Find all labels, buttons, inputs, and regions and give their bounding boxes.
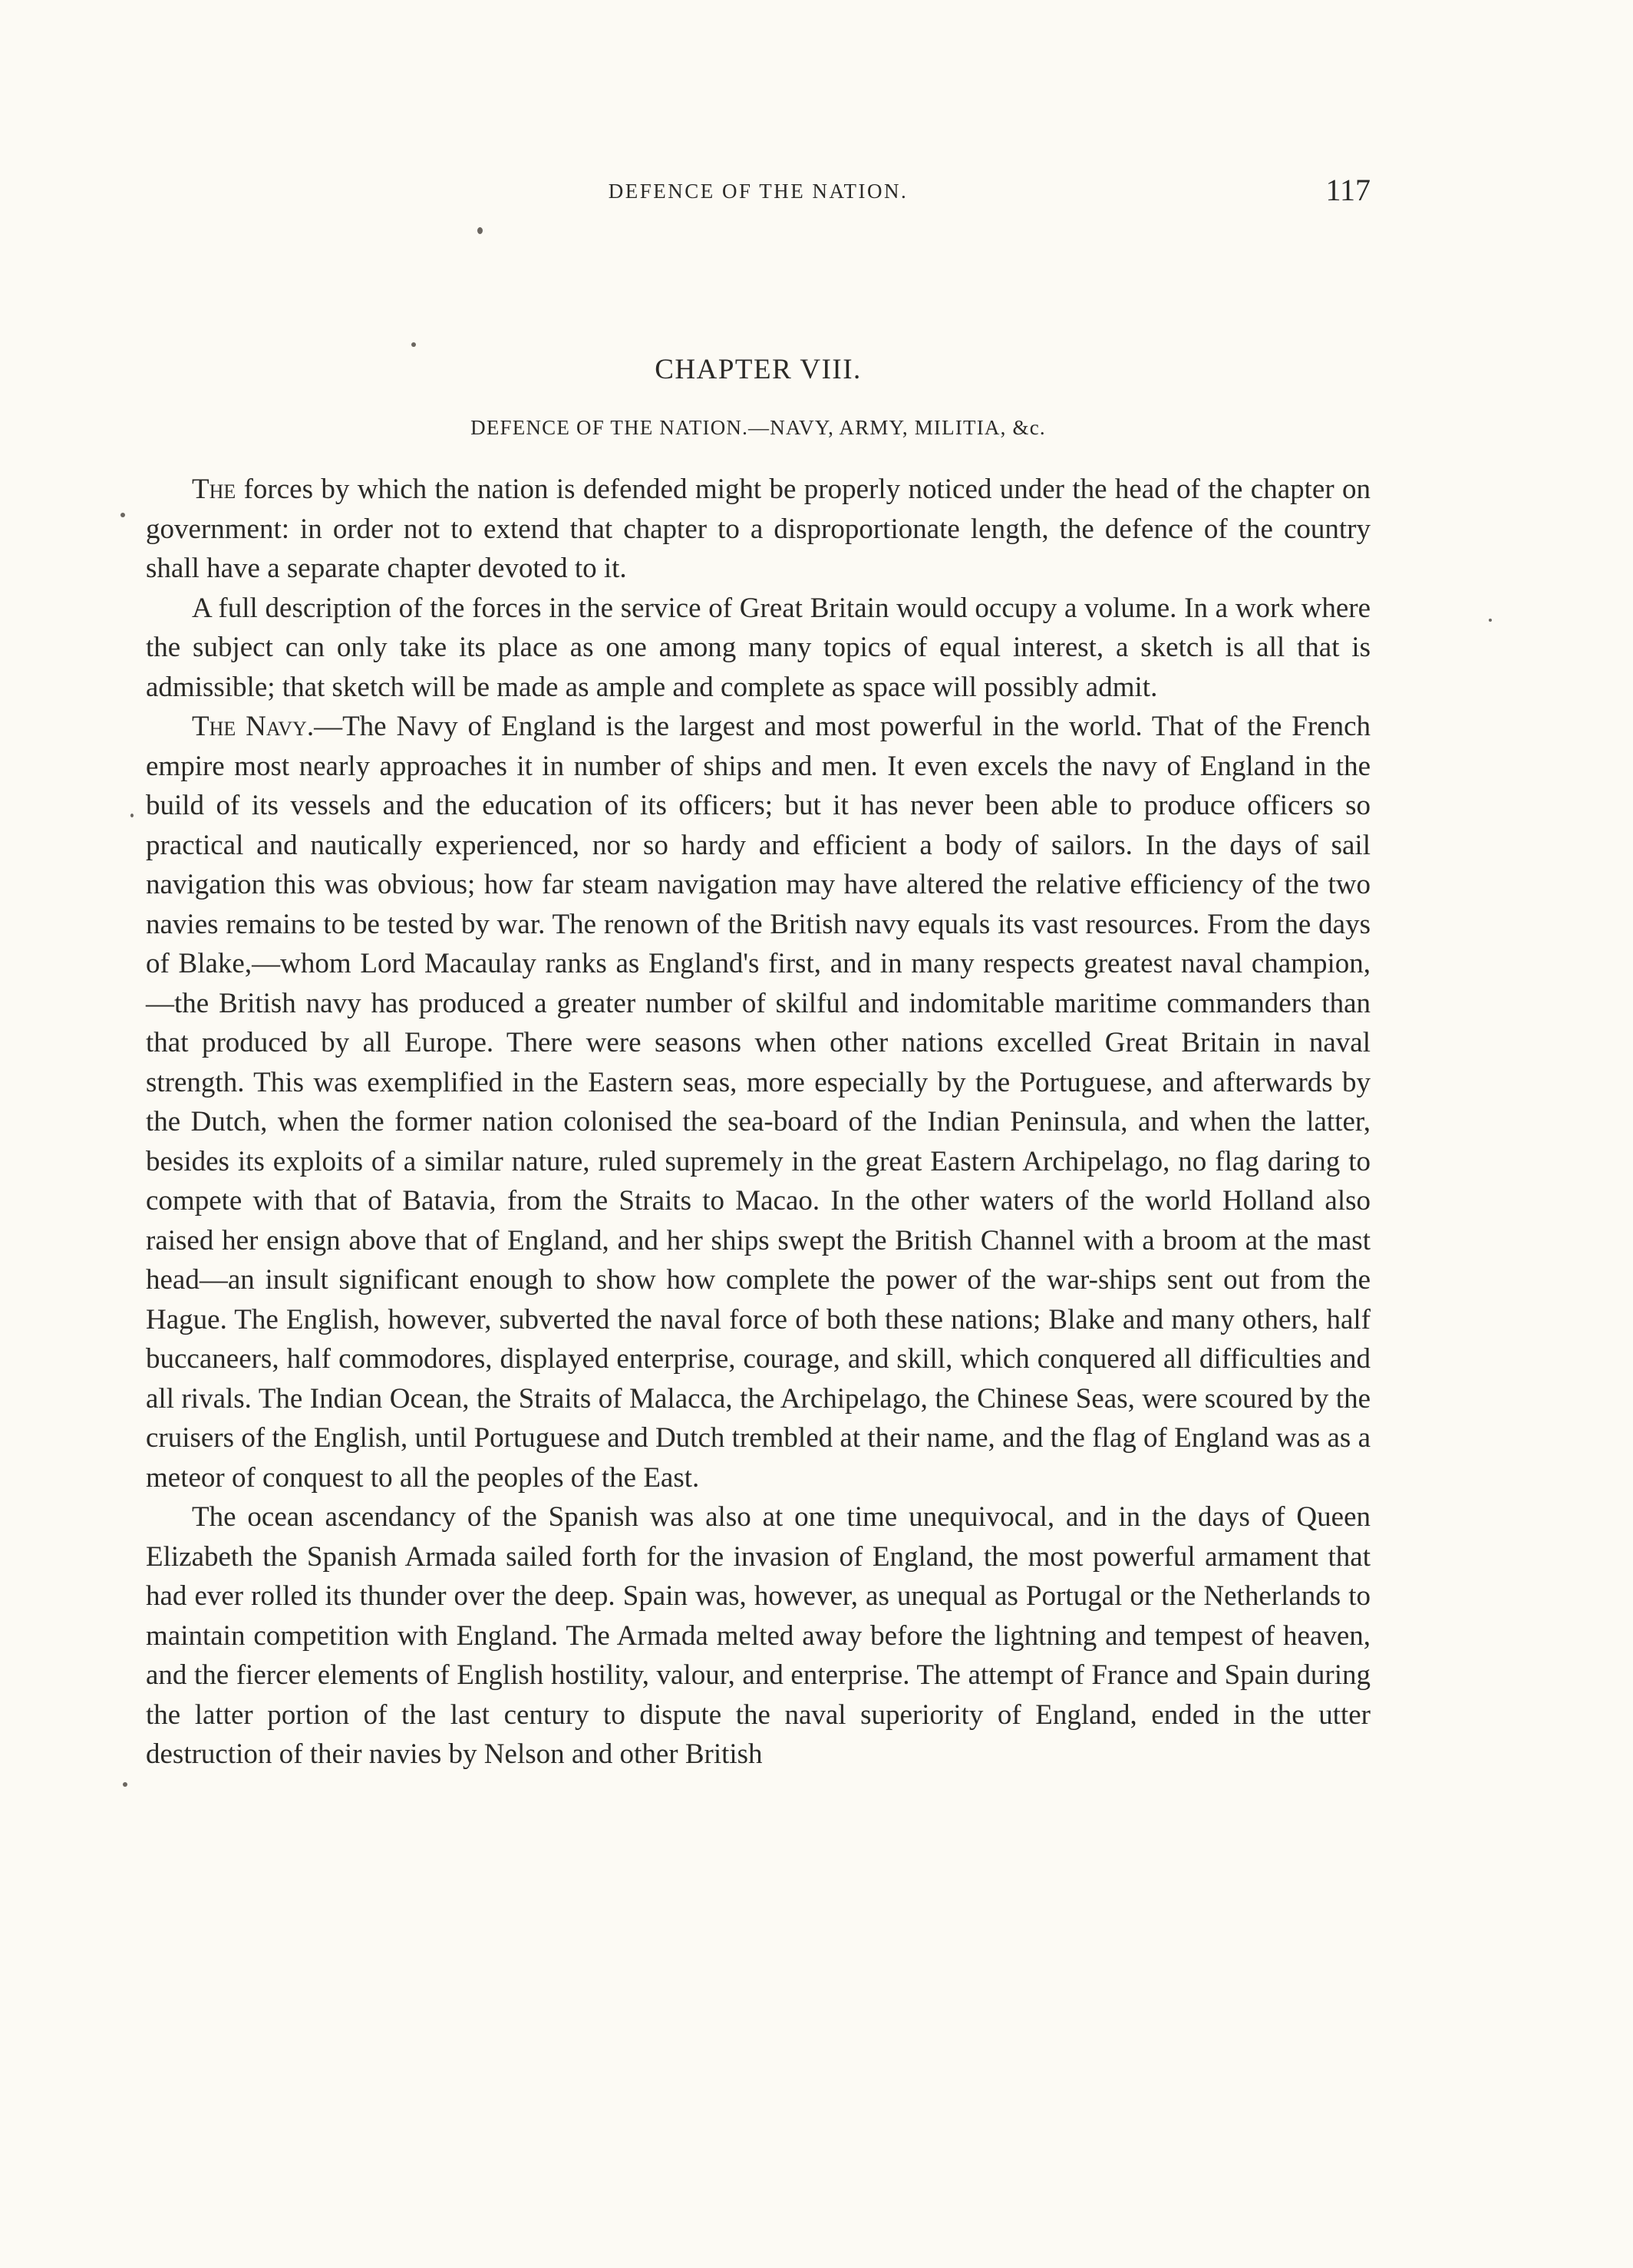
paragraph	[146, 1497, 1371, 1774]
paragraph-text: A full description of the forces in the service of Great Britain would occupy a volume. In a work where the subject can only take its place as one among many topics of equal interest, a sketch is all that is admissible; that sketch will be made as ample and complete as space will possibly admit.	[146, 592, 1371, 703]
running-head	[146, 172, 1371, 210]
print-speck	[1489, 619, 1492, 622]
paragraph	[146, 470, 1371, 589]
page-number: 117	[1325, 173, 1371, 207]
paragraph	[146, 707, 1371, 1497]
print-speck	[130, 814, 134, 817]
print-speck	[411, 342, 416, 347]
print-speck	[477, 227, 483, 234]
paragraph-text: The ocean ascendancy of the Spanish was also at one time unequivocal, and in the days of Queen Elizabeth the Spanish Armada sailed forth for the invasion of England, the most powerful armament that had ever rolled its thunder over the deep. Spain was, however, as unequal as Portugal or the Netherlands to maintain competition with England. The Armada melted away before the lightning and tempest of heaven, and the fiercer elements of English hostility, valour, and enterprise. The attempt of France and Spain during the latter portion of the last century to dispute the naval superiority of England, ended in the utter destruction of their navies by Nelson and other British	[146, 1501, 1371, 1770]
body-text	[146, 470, 1371, 1774]
paragraph	[146, 589, 1371, 708]
running-head-title: DEFENCE OF THE NATION.	[608, 180, 909, 203]
paragraph-lead: The	[192, 474, 236, 505]
section-lead-the-navy: The Navy.	[192, 711, 315, 742]
paragraph-text: —The Navy of England is the largest and most powerful in the world. That of the French empire most nearly approaches it in number of ships and men. It even excels the navy of England in the build of its vessels and the education of its officers; but it has never been able to produce officers so practical and nautically experienced, nor so hardy and efficient a body of sailors. In the days of sail navigation this was obvious; how far steam navigation may have altered the relative efficiency of the two navies remains to be tested by war. The renown of the British navy equals its vast resources. From the days of Blake,—whom Lord Macaulay ranks as England's first, and in many respects greatest naval champion,—the British navy has produced a greater number of skilful and indomitable maritime commanders than that produced by all Europe. There were seasons when other nations excelled Great Britain in naval strength. This was exemplified in the Eastern seas, more especially by the Portuguese, and afterwards by the Dutch, when the former nation colonised the sea-board of the Indian Peninsula, and when the latter, besides its exploits of a similar nature, ruled supremely in the great Eastern Archipelago, no flag daring to compete with that of Batavia, from the Straits to Macao. In the other waters of the world Holland also raised her ensign above that of England, and her ships swept the British Channel with a broom at the mast head—an insult significant enough to show how complete the power of the war-ships sent out from the Hague. The English, however, subverted the naval force of both these nations; Blake and many others, half buccaneers, half commodores, displayed enterprise, courage, and skill, which conquered all difficulties and all rivals. The Indian Ocean, the Straits of Malacca, the Archipelago, the Chinese Seas, were scoured by the cruisers of the English, until Portuguese and Dutch trembled at their name, and the flag of England was as a meteor of conquest to all the peoples of the East.	[146, 711, 1371, 1494]
book-page	[146, 0, 1371, 2268]
chapter-subtitle: DEFENCE OF THE NATION.—NAVY, ARMY, MILITIA, &c.	[470, 416, 1046, 439]
paragraph-text: forces by which the nation is defended might be properly noticed under the head of the chapter on government: in order not to extend that chapter to a disproportionate length, the defence of the country shall have a separate chapter devoted to it.	[146, 474, 1371, 584]
print-speck	[120, 513, 125, 517]
chapter-title: CHAPTER VIII.	[655, 354, 862, 385]
print-speck	[123, 1782, 127, 1787]
